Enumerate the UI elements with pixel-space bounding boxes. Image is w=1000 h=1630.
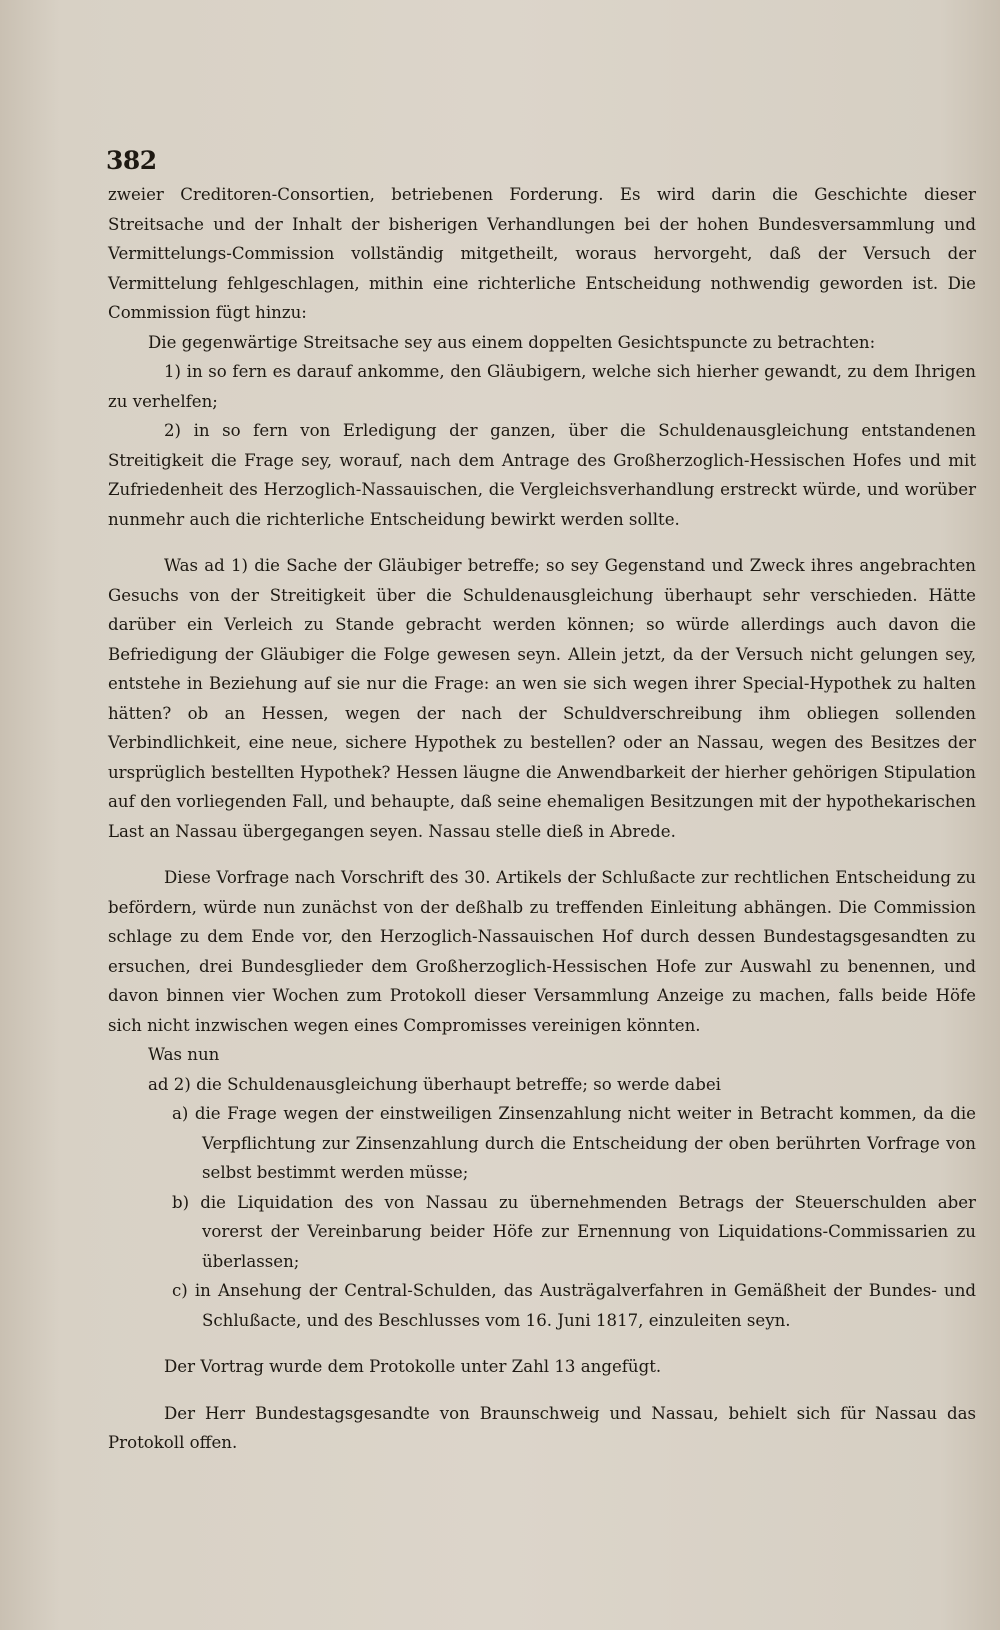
- list-item: b) die Liquidation des von Nassau zu übernehmenden Betrags der Steuerschulden aber vorerst der Vereinbarung beider Höfe zur Ernennung von Liquidations-Commissarien zu überlassen;: [172, 1192, 976, 1271]
- paragraph: Die gegenwärtige Streitsache sey aus einem doppelten Gesichtspuncte zu betrachten:: [148, 332, 876, 352]
- paragraph: Was ad 1) die Sache der Gläubiger betreffe; so sey Gegenstand und Zweck ihres angebrachten Gesuchs von der Streitigkeit über die Schuldenausgleichung überhaupt sehr verschieden. Hätte darüber ein Verleich zu Stande gebracht werden können; so würde allerdings auch davon die Befriedigung der Gläubiger die Folge gewesen seyn. Allein jetzt, da der Versuch nicht gelungen sey, entstehe in Beziehung auf sie nur die Frage: an wen sie sich wegen ihrer Special-Hypothek zu halten hätten? ob an Hessen, wegen der nach der Schuldverschreibung ihm obliegen sollenden Verbindlichkeit, eine neue, sichere Hypothek zu bestellen? oder an Nassau, wegen des Besitzes der ursprüglich bestellten Hypothek? Hessen läugne die Anwendbarkeit der hierher gehörigen Stipulation auf den vorliegenden Fall, und behaupte, daß seine ehemaligen Besitzungen mit der hypothekarischen Last an Nassau übergegangen seyen. Nassau stelle dieß in Abrede.: [108, 556, 976, 841]
- paragraph: Der Herr Bundestagsgesandte von Braunschweig und Nassau, behielt sich für Nassau das Protokoll offen.: [108, 1403, 976, 1452]
- body-text: [108, 180, 976, 1458]
- list-item: c) in Ansehung der Central-Schulden, das Austrägalverfahren in Gemäßheit der Bundes- und Schlußacte, und des Beschlusses vom 16. Juni 1817, einzuleiten seyn.: [172, 1281, 976, 1330]
- paragraph: Diese Vorfrage nach Vorschrift des 30. Artikels der Schlußacte zur rechtlichen Entscheidung zu befördern, würde nun zunächst von der deßhalb zu treffenden Einleitung abhängen. Die Commission schlage zu dem Ende vor, den Herzoglich-Nassauischen Hof durch dessen Bundestagsgesandten zu ersuchen, drei Bundesglieder dem Großherzoglich-Hessischen Hofe zur Auswahl zu benennen, und davon binnen vier Wochen zum Protokoll dieser Versammlung Anzeige zu machen, falls beide Höfe sich nicht inzwischen wegen eines Compromisses vereinigen könnten.: [108, 868, 976, 1035]
- list-item: ad 2) die Schuldenausgleichung überhaupt betreffe; so werde dabei: [148, 1074, 721, 1094]
- list-item: 1) in so fern es darauf ankomme, den Gläubigern, welche sich hierher gewandt, zu dem Ihrigen zu verhelfen;: [108, 362, 976, 411]
- paragraph: Der Vortrag wurde dem Protokolle unter Zahl 13 angefügt.: [164, 1357, 662, 1376]
- list-item: a) die Frage wegen der einstweiligen Zinsenzahlung nicht weiter in Betracht kommen, da die Verpflichtung zur Zinsenzahlung durch die Entscheidung der oben berührten Vorfrage von selbst bestimmt werden müsse;: [172, 1104, 976, 1182]
- paragraph: zweier Creditoren-Consortien, betriebenen Forderung. Es wird darin die Geschichte dieser Streitsache und der Inhalt der bisherigen Verhandlungen bei der hohen Bundesversammlung und Vermittelungs-Commission vollständig mitgetheilt, woraus hervorgeht, daß der Versuch der Vermittelung fehlgeschlagen, mithin eine richterliche Entscheidung nothwendig geworden ist. Die Commission fügt hinzu:: [108, 185, 976, 322]
- paragraph: Was nun: [148, 1045, 220, 1064]
- list-item: 2) in so fern von Erledigung der ganzen, über die Schuldenausgleichung entstandenen Streitigkeit die Frage sey, worauf, nach dem Antrage des Großherzoglich-Hessischen Hofes und mit Zufriedenheit des Herzoglich-Nassauischen, die Vergleichsverhandlung erstreckt würde, und worüber nunmehr auch die richterliche Entscheidung bewirkt werden sollte.: [108, 421, 976, 529]
- page-number: 382: [106, 146, 157, 175]
